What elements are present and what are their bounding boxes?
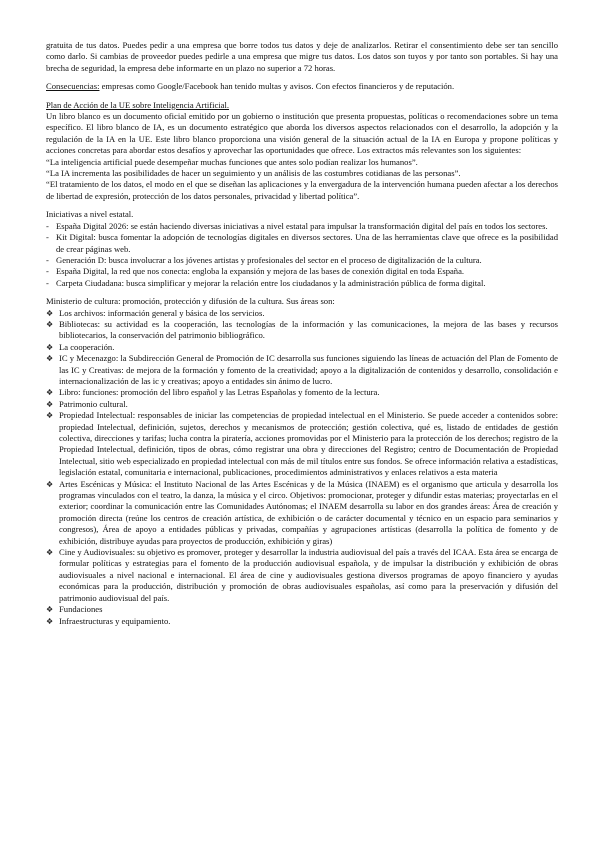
- diamond-bullet-icon: ❖: [46, 605, 54, 615]
- list-item-text: Propiedad Intelectual: responsables de iniciar las competencias de propiedad intelectual en el Ministerio. Se puede acceder a contenidos sobre: propiedad Intelectual, definición, sujetos, derechos y mecanismos de protección; gestión colectiva, qué es, listado de entidades de gestión colectiva, direcciones y tarifas; lucha contra la piratería, acciones promovidas por el Ministerio para la protección de los derechos; registro de la Propiedad Intelectual, definición, tipos de obras, cómo registrar una obra y direcciones del Registro; centro de Documentación de Propiedad Intelectual, sitio web especializado en propiedad intelectual con más de mil títulos entre sus fondos. Se ofrece información relativa a estadísticas, legislación estatal, comunitaria e internacional, publicaciones, procedimientos administrativos y enlaces relativos a esta materia: [59, 410, 558, 478]
- ministry-areas-list: [46, 308, 558, 627]
- ministry-title: Ministerio de cultura: promoción, protección y difusión de la cultura. Sus áreas son:: [46, 296, 335, 307]
- consequences-text: empresas como Google/Facebook han tenido multas y avisos. Con efectos financieros y de reputación.: [99, 81, 455, 92]
- diamond-bullet-icon: ❖: [46, 319, 54, 329]
- list-item: [46, 604, 558, 615]
- list-item: [46, 342, 558, 353]
- diamond-bullet-icon: ❖: [46, 342, 54, 352]
- initiatives-title: Iniciativas a nivel estatal.: [46, 209, 134, 220]
- initiatives-list: [46, 221, 558, 289]
- list-item-text: Bibliotecas: su actividad es la cooperación, las tecnologías de la información y las comunicaciones, la mejora de las bases y recursos bibliotecarios, la conservación del patrimonio bibliográfico.: [59, 318, 558, 341]
- list-item: [46, 616, 558, 627]
- diamond-bullet-icon: ❖: [46, 479, 54, 489]
- list-item-text: Patrimonio cultural.: [59, 398, 128, 409]
- list-item-text: Artes Escénicas y Música: el Instituto Nacional de las Artes Escénicas y de la Música (INAEM) es el organismo que articula y desarrolla los programas vinculados con el teatro, la danza, la música y el circo. Objetivos: promocionar, proteger y difundir estas materias; proyectarlas en el exterior; coordinar la comunicación entre las Comunidades Autónomas; el INAEM desarrolla su labor en dos grandes áreas: Área de creación y promoción directa (reúne los centros de creación artística, de exhibición o de carácter documental y técnico en un espacio para seminarios y congresos), Área de apoyo a entidades públicas y privadas, compañías y agrupaciones artísticas (desarrolla la política de fomento y de exhibición, distribuye ayudas para proyectos de producción, exhibición y giras): [59, 478, 558, 546]
- quote-1: “La inteligencia artificial puede desempeñar muchas funciones que antes solo podían realizar los humanos”.: [46, 156, 418, 167]
- list-item: - Generación D: busca involucrar a los jóvenes artistas y profesionales del sector en el proceso de digitalización de la cultura.: [46, 255, 558, 266]
- list-item-text: Fundaciones: [59, 604, 103, 615]
- diamond-bullet-icon: ❖: [46, 388, 54, 398]
- consequences-paragraph: [46, 81, 558, 92]
- list-item-text: Infraestructuras y equipamiento.: [59, 615, 171, 626]
- list-item: [46, 319, 558, 342]
- action-plan-title: Plan de Acción de la UE sobre Inteligencia Artificial.: [46, 99, 230, 110]
- diamond-bullet-icon: ❖: [46, 616, 54, 626]
- diamond-bullet-icon: ❖: [46, 354, 54, 364]
- list-item: [46, 353, 558, 387]
- action-plan-body: Un libro blanco es un documento oficial emitido por un gobierno o institución que presenta propuestas, políticas o recomendaciones sobre un tema específico. El libro blanco de IA, es un documento estratégico que aborda los diversos aspectos relacionados con el desarrollo, la adopción y la regulación de la IA en la UE. Este libro blanco proporciona una visión general de la situación actual de la IA en Europa y propone políticas y acciones concretas para abordar estos desafíos y aprovechar las oportunidades que ofrece. Los extractos más relevantes son los siguientes:: [46, 111, 558, 156]
- diamond-bullet-icon: ❖: [46, 411, 54, 421]
- list-item-text: Cine y Audiovisuales: su objetivo es promover, proteger y desarrollar la industria audiovisual del país a través del ICAA. Esta área se encarga de formular políticas y estrategias para el fomento de la producción audiovisual española, y de impulsar la distribución y exhibición de obras audiovisuales a nivel nacional e internacional. El área de cine y audiovisuales gestiona diversos programas de apoyo financiero y ayudas económicas para la producción, distribución y promoción de obras audiovisuales españolas, así como para la preservación y difusión del patrimonio audiovisual del país.: [59, 547, 558, 603]
- diamond-bullet-icon: ❖: [46, 308, 54, 318]
- list-item-text: IC y Mecenazgo: la Subdirección General de Promoción de IC desarrolla sus funciones siguiendo las líneas de actuación del Plan de Fomento de las IC y Creativas: de mejora de la formación y fomento de la creatividad; apoyo a la digitalización de contenidos y desarrollo, consolidación e internacionalización de las ic y creativas; apoyo a entidades sin ánimo de lucro.: [59, 353, 558, 386]
- list-item: - Kit Digital: busca fomentar la adopción de tecnologías digitales en diversos sectores. Una de las herramientas clave que ofrece es la posibilidad de crear páginas web.: [46, 232, 558, 255]
- list-item: [46, 479, 558, 547]
- list-item: [46, 387, 558, 398]
- diamond-bullet-icon: ❖: [46, 548, 54, 558]
- list-item: - España Digital, la red que nos conecta: engloba la expansión y mejora de las bases de conexión digital en toda España.: [46, 266, 558, 277]
- quote-2: “La IA incrementa las posibilidades de hacer un seguimiento y un análisis de las costumbres cotidianas de las personas”.: [46, 168, 461, 179]
- list-item: [46, 547, 558, 604]
- list-item-text: La cooperación.: [59, 341, 115, 352]
- diamond-bullet-icon: ❖: [46, 399, 54, 409]
- list-item: - España Digital 2026: se están haciendo diversas iniciativas a nivel estatal para impulsar la transformación digital del país en todos los sectores.: [46, 221, 558, 232]
- list-item: - Carpeta Ciudadana: busca simplificar y mejorar la relación entre los ciudadanos y la administración pública de forma digital.: [46, 278, 558, 289]
- consequences-label: Consecuencias:: [46, 81, 100, 92]
- list-item-text: Los archivos: información general y básica de los servicios.: [59, 307, 265, 318]
- list-item: [46, 410, 558, 478]
- intro-paragraph: gratuita de tus datos. Puedes pedir a una empresa que borre todos tus datos y deje de analizarlos. Retirar el consentimiento debe ser tan sencillo como darlo. Si cambias de proveedor puedes pedirle a una empresa que migre tus datos. Los datos son tuyos y por tanto son portables. Si hay una brecha de seguridad, la empresa debe informarte en un plazo no superior a 72 horas.: [46, 40, 558, 73]
- list-item-text: Libro: funciones: promoción del libro español y las Letras Españolas y fomento de la lectura.: [59, 387, 380, 398]
- quote-3: “El tratamiento de los datos, el modo en el que se diseñan las aplicaciones y la envergadura de la intervención humana pueden afectar a los derechos de libertad de expresión, protección de los datos personales, privacidad y libertad política”.: [46, 179, 558, 201]
- list-item: [46, 308, 558, 319]
- list-item: [46, 399, 558, 410]
- document-page: [46, 40, 558, 627]
